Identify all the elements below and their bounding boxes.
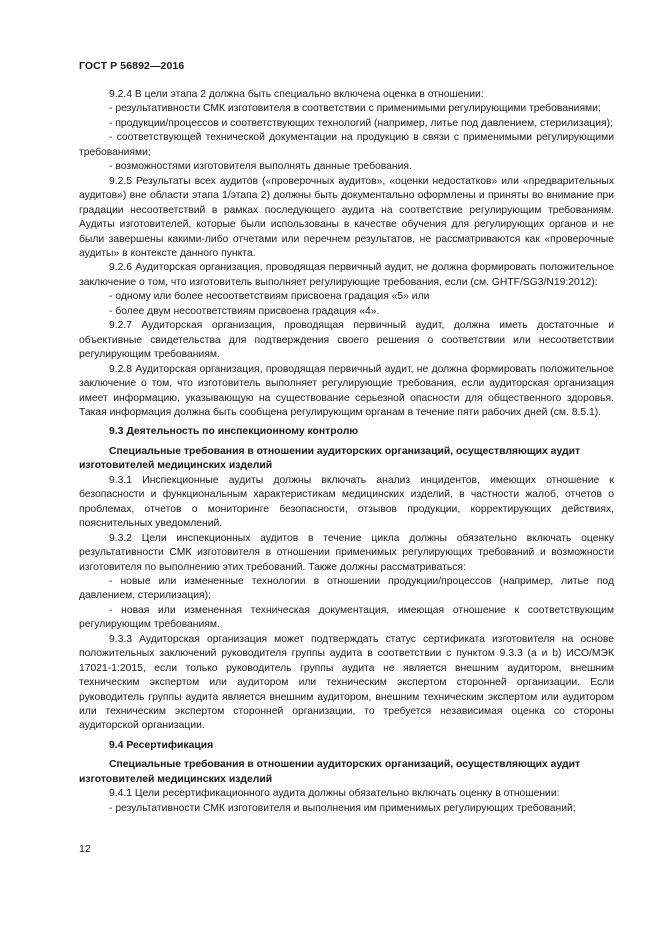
subsection-heading-special-requirements: Специальные требования в отношении аудиторских организаций, осуществляющих аудит изготовителей медицинских изделий — [79, 759, 581, 785]
section-heading-9-3: 9.3 Деятельность по инспекционному контролю — [109, 426, 359, 438]
clause-9-2-8: 9.2.8 Аудиторская организация, проводящая первичный аудит, не должна формировать положительное заключение о том, что изготовитель выполняет регулирующие требования, если аудиторская организация имеет информацию, указывающую на существование серьезной опасности для общественного здоровья. Такая информация должна быть сообщена регулирующим органам в течение пяти рабочих дней (см. 8.5.1). — [79, 363, 614, 418]
clause-9-3-3: 9.3.3 Аудиторская организация может подтверждать статус сертификата изготовителя на основе положительных заключений руководителя группы аудита в соответствии с пунктом 9.3.3 (a и b) ИСО/МЭК 17021-1:2015, если только руководитель группы аудита не является внешним аудитором, внешним техническим экспертом или аудитором или техническим экспертом сторонней организации. Если руководитель группы аудита является внешним аудитором, внешним техническим экспертом или аудитором или техническим экспертом сторонней организации, то требуется независимая оценка со стороны аудиторской организации. — [79, 633, 614, 732]
list-item: - одному или более несоответствиям присвоена градация «5» или — [109, 291, 430, 303]
list-item: - новая или измененная техническая документация, имеющая отношение к соответствующим регулирующим требованиям. — [79, 604, 614, 631]
document-header: ГОСТ Р 56892—2016 — [79, 60, 185, 72]
clause-9-2-6: 9.2.6 Аудиторская организация, проводящая первичный аудит, не должна формировать положительное заключение о том, что изготовитель выполняет регулирующие требования, если (см. GHTF/SG3/N19:2012): — [79, 262, 614, 288]
subsection-heading-special-requirements: Специальные требования в отношении аудиторских организаций, осуществляющих аудит изготовителей медицинских изделий — [79, 445, 581, 472]
clause-9-2-4: 9.2.4 В цели этапа 2 должна быть специально включена оценка в отношении: — [109, 89, 484, 100]
list-item: - более двум несоответствиям присвоена градация «4». — [109, 305, 380, 317]
list-item: - результативности СМК изготовителя в соответствии с применимыми регулирующими требованиями; — [109, 103, 601, 115]
list-item: - соответствующей технической документации на продукцию в связи с применимыми регулирующими требованиями; — [79, 132, 614, 158]
list-item: - продукции/процессов и соответствующих технологий (например, литье под давлением, стерилизация); — [109, 117, 613, 129]
section-heading-9-4: 9.4 Ресертификация — [109, 739, 214, 751]
clause-9-4-1: 9.4.1 Цели ресертификационного аудита должны обязательно включать оценку в отношении: — [109, 788, 560, 800]
clause-9-3-1: 9.3.1 Инспекционные аудиты должны включать анализ инцидентов, имеющих отношение к безопасности и функциональным характеристикам медицинских изделий, в частности жалоб, отчетов о проблемах, отчетов о мониторинге безопасности, отзывов продукции, корректирующих действиях, пояснительных уведомлений. — [79, 474, 614, 530]
list-item: - возможностями изготовителя выполнять данные требования. — [109, 161, 412, 173]
list-item: - новые или измененные технологии в отношении продукции/процессов (например, литье под давлением, стерилизация); — [79, 575, 614, 602]
page-number: 12 — [79, 843, 91, 855]
list-item: - результативности СМК изготовителя и выполнения им применимых регулирующих требований; — [109, 802, 576, 814]
clause-9-2-7: 9.2.7 Аудиторская организация, проводящая первичный аудит, должна иметь достаточные и объективные свидетельства для подтверждения своего решения о соответствии или несоответствии регулирующим требованиям. — [79, 320, 614, 361]
clause-9-2-5: 9.2.5 Результаты всех аудитов («проверочных аудитов», «оценки недостатков» или «предварительных аудитов») вне области этапа 1/этапа 2) должны быть документально оформлены и приняты во внимание при градации несоответствий в рамках последующего аудита на соответствие регулирующим требованиям. Аудиты изготовителей, которые были использованы в качестве обучения для регулирующих органов и не были завершены какими-либо отчетами или перечнем результатов, не рассматриваются как «проверочные аудиты» в контексте данного пункта. — [79, 175, 614, 259]
clause-9-3-2: 9.3.2 Цели инспекционных аудитов в течение цикла должны обязательно включать оценку результативности СМК изготовителя в отношении применимых регулирующих требований и возможности изготовителя по выполнению этих требований. Также должны рассматриваться: — [79, 532, 614, 573]
document-body — [79, 88, 614, 816]
